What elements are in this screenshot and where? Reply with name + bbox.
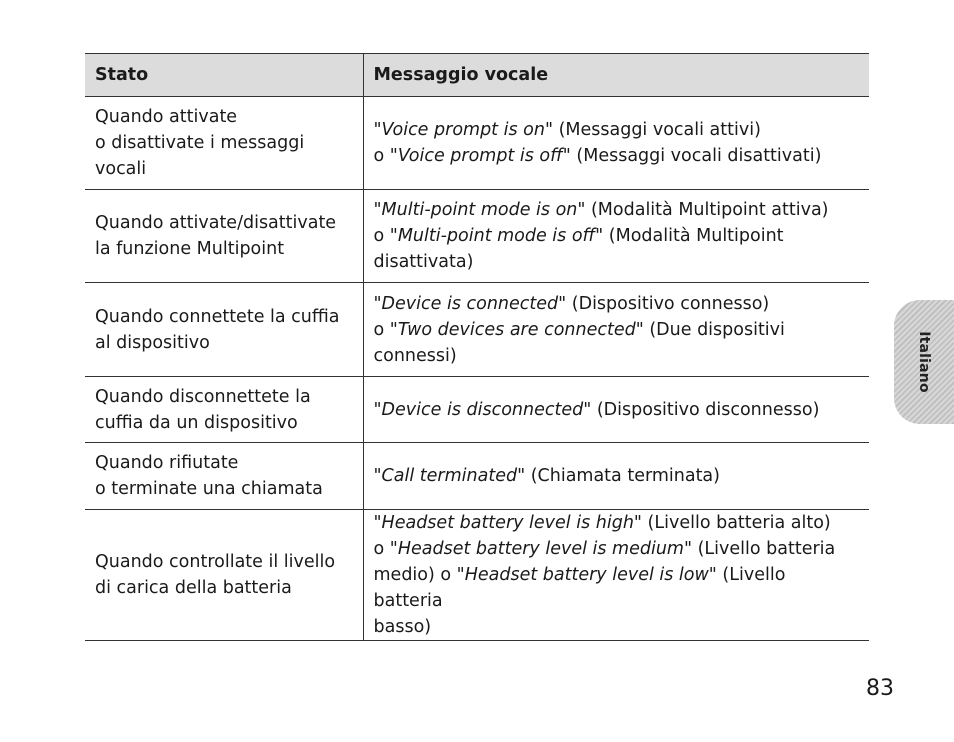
- state-text: di carica della batteria: [95, 578, 292, 598]
- voice-prompt-quote: "Headset battery level is high": [373, 513, 642, 533]
- language-tab-label: Italiano: [916, 331, 932, 393]
- state-cell: [85, 443, 363, 510]
- state-cell: [85, 377, 363, 443]
- table-row: [85, 510, 869, 641]
- state-text: o terminate una chiamata: [95, 479, 323, 499]
- voice-prompt-quote: "Multi-point mode is off": [389, 226, 604, 246]
- state-text: Quando attivate: [95, 107, 238, 127]
- table-row: [85, 377, 869, 443]
- voice-prompt-quote: "Device is connected": [373, 293, 567, 314]
- state-text: Quando disconnettete la: [95, 386, 311, 407]
- message-line: o "Voice prompt is off" (Messaggi vocali disattivati): [373, 146, 822, 166]
- voice-prompt-quote: "Device is disconnected": [373, 399, 592, 420]
- state-cell: [85, 97, 363, 190]
- voice-prompt-quote: "Call terminated": [373, 466, 526, 486]
- message-line: medio) o "Headset battery level is low" (Livello batteria: [373, 565, 786, 611]
- message-line: "Multi-point mode is on" (Modalità Multipoint attiva): [373, 200, 829, 220]
- message-line: "Call terminated" (Chiamata terminata): [373, 466, 720, 486]
- column-header-stato: Stato: [85, 54, 363, 97]
- state-cell: [85, 283, 363, 377]
- table-row: [85, 443, 869, 510]
- message-line: "Headset battery level is high" (Livello batteria alto): [373, 513, 831, 533]
- page-number: 83: [866, 676, 894, 701]
- message-line: disattivata): [373, 252, 474, 272]
- message-line: "Voice prompt is on" (Messaggi vocali attivi): [373, 120, 761, 140]
- message-line: o "Two devices are connected" (Due dispositivi: [373, 319, 785, 340]
- voice-message-table: [85, 53, 869, 641]
- state-text: o disattivate i messaggi: [95, 133, 305, 153]
- message-cell: [363, 377, 869, 443]
- table-row: [85, 97, 869, 190]
- state-text: Quando attivate/disattivate: [95, 213, 337, 233]
- voice-prompt-quote: "Multi-point mode is on": [373, 200, 586, 220]
- table-header-row: [85, 54, 869, 97]
- state-text: Quando rifiutate: [95, 453, 239, 473]
- state-text: Quando connettete la cuffia: [95, 306, 340, 327]
- message-cell: [363, 97, 869, 190]
- message-cell: [363, 283, 869, 377]
- voice-prompt-quote: "Headset battery level is low": [456, 565, 717, 585]
- message-line: "Device is disconnected" (Dispositivo disconnesso): [373, 399, 820, 420]
- language-side-tab: [894, 300, 954, 424]
- voice-prompt-quote: "Voice prompt is off": [389, 146, 571, 166]
- message-cell: [363, 443, 869, 510]
- state-text: cuffia da un dispositivo: [95, 412, 298, 433]
- message-cell: [363, 190, 869, 283]
- voice-prompt-quote: "Headset battery level is medium": [389, 539, 693, 559]
- table-row: [85, 283, 869, 377]
- state-text: vocali: [95, 159, 147, 179]
- state-text: al dispositivo: [95, 332, 210, 353]
- state-text: la funzione Multipoint: [95, 239, 285, 259]
- state-cell: [85, 510, 363, 641]
- state-cell: [85, 190, 363, 283]
- message-line: connessi): [373, 345, 457, 366]
- message-line: o "Multi-point mode is off" (Modalità Multipoint: [373, 226, 784, 246]
- voice-prompt-quote: "Two devices are connected": [389, 319, 644, 340]
- message-line: basso): [373, 617, 432, 637]
- state-text: Quando controllate il livello: [95, 552, 336, 572]
- voice-prompt-quote: "Voice prompt is on": [373, 120, 553, 140]
- column-header-messaggio-vocale: Messaggio vocale: [363, 54, 869, 97]
- table-row: [85, 190, 869, 283]
- message-cell: [363, 510, 869, 641]
- message-line: "Device is connected" (Dispositivo connesso): [373, 293, 770, 314]
- message-line: o "Headset battery level is medium" (Livello batteria: [373, 539, 836, 559]
